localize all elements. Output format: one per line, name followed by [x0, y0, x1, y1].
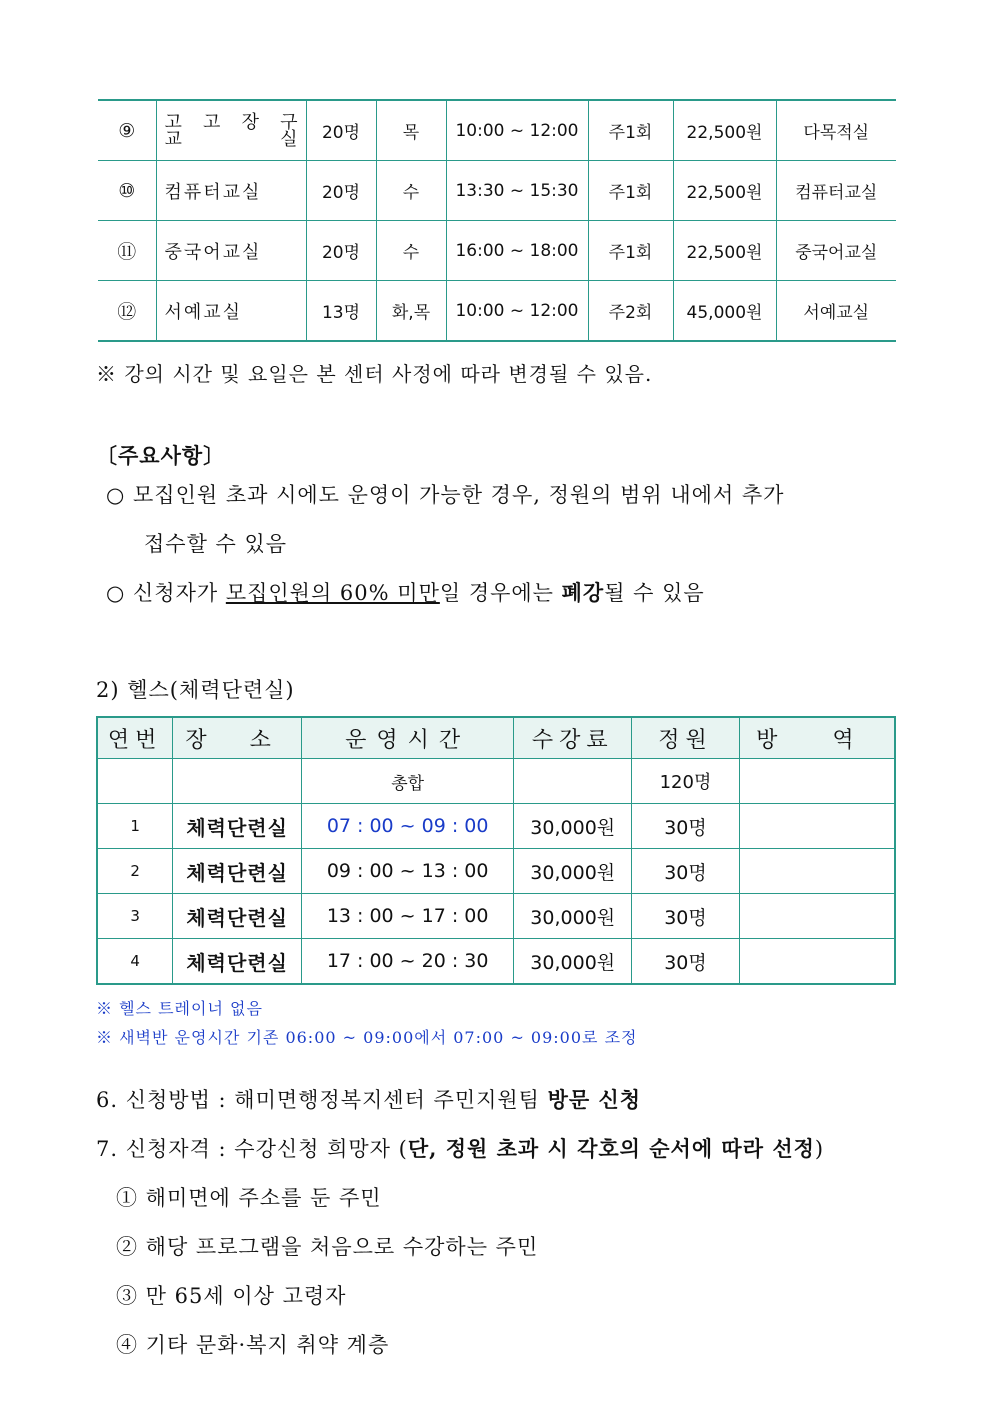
time: 13 : 00 ~ 17 : 00: [301, 894, 513, 939]
empty-cell: [173, 759, 302, 804]
eligibility-item: ① 해미면에 주소를 둔 주민: [116, 1186, 382, 1210]
frequency: 주1회: [588, 161, 673, 221]
empty-cell: [739, 939, 895, 985]
table-row: [98, 281, 896, 342]
header-cell: 정원: [632, 717, 740, 759]
text: 6. 신청방법 : 해미면행정복지센터 주민지원팀: [96, 1088, 548, 1112]
capacity: 20명: [306, 221, 376, 281]
time: 13:30 ~ 15:30: [446, 161, 588, 221]
day: 수: [376, 221, 446, 281]
schedule-adjust-note: ※ 새벽반 운영시간 기존 06:00 ~ 09:00에서 07:00 ~ 09:00로 조정: [96, 1028, 638, 1047]
day: 수: [376, 161, 446, 221]
time: 09 : 00 ~ 13 : 00: [301, 849, 513, 894]
bold-text: 방문 신청: [547, 1087, 642, 1112]
row-number: 4: [97, 939, 173, 985]
eligibility-item: ② 해당 프로그램을 처음으로 수강하는 주민: [116, 1235, 539, 1259]
day: 화,목: [376, 281, 446, 342]
day: 목: [376, 100, 446, 161]
frequency: 주1회: [588, 100, 673, 161]
table-row: [98, 100, 896, 161]
total-row: [97, 759, 895, 804]
empty-cell: [739, 804, 895, 849]
eligibility-item: ③ 만 65세 이상 고령자: [116, 1284, 347, 1308]
text: 일 경우에는: [439, 581, 562, 605]
fee: 22,500원: [673, 221, 776, 281]
schedule-change-note: ※ 강의 시간 및 요일은 본 센터 사정에 따라 변경될 수 있음.: [96, 362, 653, 386]
row-number: ⑨: [98, 100, 156, 161]
total-label: 총합: [301, 759, 513, 804]
capacity: 20명: [306, 161, 376, 221]
row-number: 1: [97, 804, 173, 849]
frequency: 주1회: [588, 221, 673, 281]
header-cell: 장 소: [173, 717, 302, 759]
class-name-char: 구: [280, 111, 298, 133]
header-cell: 방 역: [739, 717, 895, 759]
capacity: 13명: [306, 281, 376, 342]
main-point-1-cont: 접수할 수 있음: [144, 532, 288, 556]
capacity: 30명: [632, 849, 740, 894]
capacity: 30명: [632, 939, 740, 985]
section-7: [96, 1133, 824, 1163]
capacity: 30명: [632, 894, 740, 939]
table-row: [98, 221, 896, 281]
place: 체력단련실: [173, 894, 302, 939]
frequency: 주2회: [588, 281, 673, 342]
fee: 30,000원: [514, 849, 632, 894]
fee: 30,000원: [514, 804, 632, 849]
time: 17 : 00 ~ 20 : 30: [301, 939, 513, 985]
class-name-char: 장: [241, 111, 259, 133]
text: 7. 신청자격 : 수강신청 희망자 (: [96, 1137, 408, 1161]
time: 16:00 ~ 18:00: [446, 221, 588, 281]
health-title: 2) 헬스(체력단련실): [96, 678, 295, 702]
class-name: 서예교실: [156, 281, 306, 342]
table-row: [97, 849, 895, 894]
class-name: 중국어교실: [156, 221, 306, 281]
table-row: [97, 939, 895, 985]
fee: 30,000원: [514, 939, 632, 985]
class-name: [156, 100, 306, 161]
fee: 30,000원: [514, 894, 632, 939]
empty-cell: [739, 894, 895, 939]
room: 다목적실: [776, 100, 896, 161]
header-cell: 수강료: [514, 717, 632, 759]
main-point-1: ○ 모집인원 초과 시에도 운영이 가능한 경우, 정원의 범위 내에서 추가: [106, 483, 785, 507]
table-row: [98, 161, 896, 221]
capacity: 30명: [632, 804, 740, 849]
text: ○ 신청자가: [106, 581, 226, 605]
room: 컴퓨터교실: [776, 161, 896, 221]
table-header: [97, 717, 895, 759]
table-row: [97, 804, 895, 849]
text: ): [814, 1137, 825, 1161]
table-row: [97, 894, 895, 939]
class-name-char: 교: [164, 128, 182, 150]
time: 10:00 ~ 12:00: [446, 281, 588, 342]
row-number: 2: [97, 849, 173, 894]
class-name-char: 고: [203, 111, 221, 133]
main-points-title: 〔주요사항〕: [96, 443, 226, 468]
underlined-text: 모집인원의 60% 미만: [225, 581, 440, 605]
empty-cell: [97, 759, 173, 804]
class-name-char: 실: [280, 128, 298, 150]
bold-text: 폐강: [561, 580, 605, 605]
capacity: 20명: [306, 100, 376, 161]
health-table: [96, 716, 896, 985]
text: 될 수 있음: [604, 581, 705, 605]
row-number: 3: [97, 894, 173, 939]
room: 서예교실: [776, 281, 896, 342]
row-number: ⑫: [98, 281, 156, 342]
room: 중국어교실: [776, 221, 896, 281]
class-name: 컴퓨터교실: [156, 161, 306, 221]
header-cell: 운영시간: [301, 717, 513, 759]
empty-cell: [739, 759, 895, 804]
eligibility-item: ④ 기타 문화·복지 취약 계층: [116, 1333, 390, 1357]
program-table: [98, 99, 896, 342]
class-name-char: 고: [164, 111, 182, 133]
place: 체력단련실: [173, 849, 302, 894]
place: 체력단련실: [173, 804, 302, 849]
row-number: ⑪: [98, 221, 156, 281]
row-number: ⑩: [98, 161, 156, 221]
empty-cell: [739, 849, 895, 894]
place: 체력단련실: [173, 939, 302, 985]
fee: 45,000원: [673, 281, 776, 342]
fee: 22,500원: [673, 100, 776, 161]
fee: 22,500원: [673, 161, 776, 221]
trainer-note: ※ 헬스 트레이너 없음: [96, 999, 263, 1018]
empty-cell: [514, 759, 632, 804]
total-capacity: 120명: [632, 759, 740, 804]
bold-text: 단, 정원 초과 시 각호의 순서에 따라 선정: [407, 1136, 815, 1161]
time: 07 : 00 ~ 09 : 00: [301, 804, 513, 849]
header-cell: 연번: [97, 717, 173, 759]
main-point-2: [106, 577, 705, 607]
time: 10:00 ~ 12:00: [446, 100, 588, 161]
section-6: [96, 1084, 641, 1114]
